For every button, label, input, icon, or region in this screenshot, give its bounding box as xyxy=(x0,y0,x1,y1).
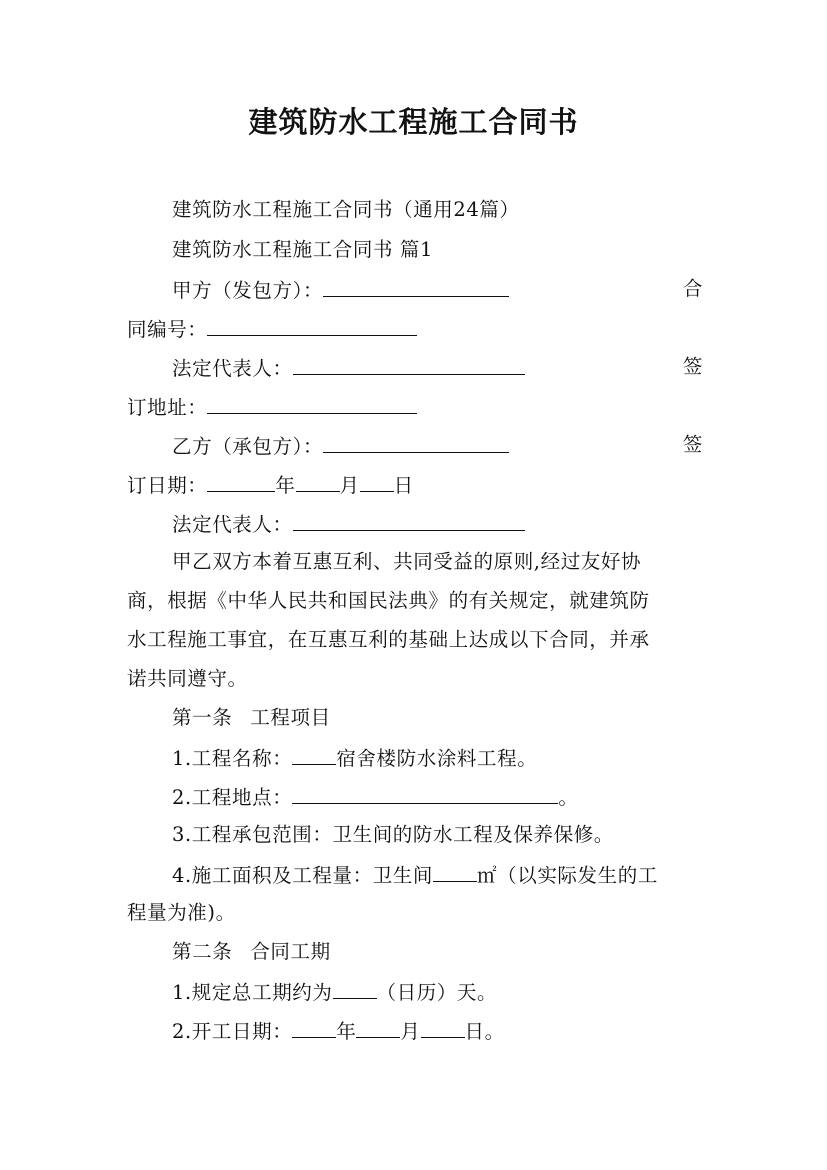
start-date-month: 月 xyxy=(400,1020,421,1043)
article-1-item-2 xyxy=(172,782,703,810)
construction-area-label: 4.施工面积及工程量：卫生间 xyxy=(172,864,434,887)
article-2-item-2 xyxy=(172,1016,703,1044)
start-date-day-blank xyxy=(421,1016,465,1038)
document-subtitle: 建筑防水工程施工合同书（通用24篇） xyxy=(172,198,520,221)
article-1-item-1 xyxy=(172,743,703,771)
article-1-item-4 xyxy=(172,860,703,888)
total-duration-blank xyxy=(333,977,377,999)
contract-no-label-part2: 同编号： xyxy=(127,318,208,341)
legal-rep-b-label: 法定代表人： xyxy=(172,513,293,536)
project-location-blank xyxy=(292,782,558,804)
sign-place-blank xyxy=(207,392,417,414)
document-title: 建筑防水工程施工合同书 xyxy=(248,105,579,139)
legal-rep-a-blank xyxy=(293,353,525,375)
party-b-blank xyxy=(323,431,509,453)
party-b-row xyxy=(172,431,703,459)
preamble-line-2: 商，根据《中华人民共和国民法典》的有关规定，就建筑防 xyxy=(127,589,650,612)
sign-date-day-blank xyxy=(360,470,394,492)
article-1-heading xyxy=(172,704,703,732)
article-2-item-1 xyxy=(172,977,703,1005)
project-location-end: 。 xyxy=(558,786,579,809)
party-a-blank xyxy=(323,275,509,297)
party-a-field xyxy=(172,275,509,303)
legal-rep-b-blank xyxy=(293,509,525,531)
start-date-year-blank xyxy=(292,1016,336,1038)
party-b-label: 乙方（承包方）： xyxy=(172,435,324,458)
sign-date-label-part1: 签 xyxy=(682,433,703,456)
project-name-value: 宿舍楼防水涂料工程。 xyxy=(336,747,538,770)
total-duration-label: 1.规定总工期约为 xyxy=(172,981,333,1004)
total-duration-unit: （日历）天。 xyxy=(376,981,498,1004)
legal-rep-a-field xyxy=(172,353,525,381)
party-a-label: 甲方（发包方）： xyxy=(172,279,324,302)
sign-date-month: 月 xyxy=(339,474,360,497)
construction-area-unit: ㎡（以实际发生的工 xyxy=(477,864,658,887)
sign-date-month-blank xyxy=(296,470,340,492)
article-1-item-3: 3.工程承包范围：卫生间的防水工程及保养保修。 xyxy=(172,823,614,846)
section-heading: 建筑防水工程施工合同书 篇1 xyxy=(172,238,434,261)
article-2-title: 合同工期 xyxy=(250,940,331,963)
legal-rep-b-row xyxy=(172,509,703,537)
legal-rep-a-row xyxy=(172,353,703,381)
project-location-label: 2.工程地点： xyxy=(172,786,293,809)
article-1-title: 工程项目 xyxy=(250,706,331,729)
sign-date-day: 日 xyxy=(393,474,414,497)
preamble-line-1: 甲乙双方本着互惠互利、共同受益的原则,经过友好协 xyxy=(172,550,642,573)
project-name-blank xyxy=(292,743,336,765)
article-2-heading xyxy=(172,938,703,966)
legal-rep-a-label: 法定代表人： xyxy=(172,357,293,380)
sign-place-label-part2: 订地址： xyxy=(127,396,208,419)
start-date-day: 日。 xyxy=(464,1020,505,1043)
article-1-number: 第一条 xyxy=(172,706,233,729)
preamble-line-4: 诺共同遵守。 xyxy=(127,667,248,690)
start-date-label: 2.开工日期： xyxy=(172,1020,293,1043)
sign-place-row xyxy=(127,392,703,420)
sign-place-label-part1: 签 xyxy=(682,355,703,378)
article-2-number: 第二条 xyxy=(172,940,233,963)
party-b-field xyxy=(172,431,509,459)
contract-no-label-part1: 合 xyxy=(682,277,703,300)
start-date-year: 年 xyxy=(336,1020,357,1043)
sign-date-year: 年 xyxy=(275,474,296,497)
party-a-row xyxy=(172,275,703,303)
construction-area-blank xyxy=(433,860,477,882)
sign-date-row xyxy=(127,470,703,498)
preamble-line-3: 水工程施工事宜，在互惠互利的基础上达成以下合同，并承 xyxy=(127,628,650,651)
sign-date-label-part2: 订日期： xyxy=(127,474,208,497)
sign-date-year-blank xyxy=(207,470,275,492)
start-date-month-blank xyxy=(356,1016,400,1038)
article-1-item-4-continued: 程量为准)。 xyxy=(127,901,236,924)
contract-no-blank xyxy=(207,314,417,336)
contract-no-row xyxy=(127,314,703,342)
project-name-label: 1.工程名称： xyxy=(172,747,293,770)
